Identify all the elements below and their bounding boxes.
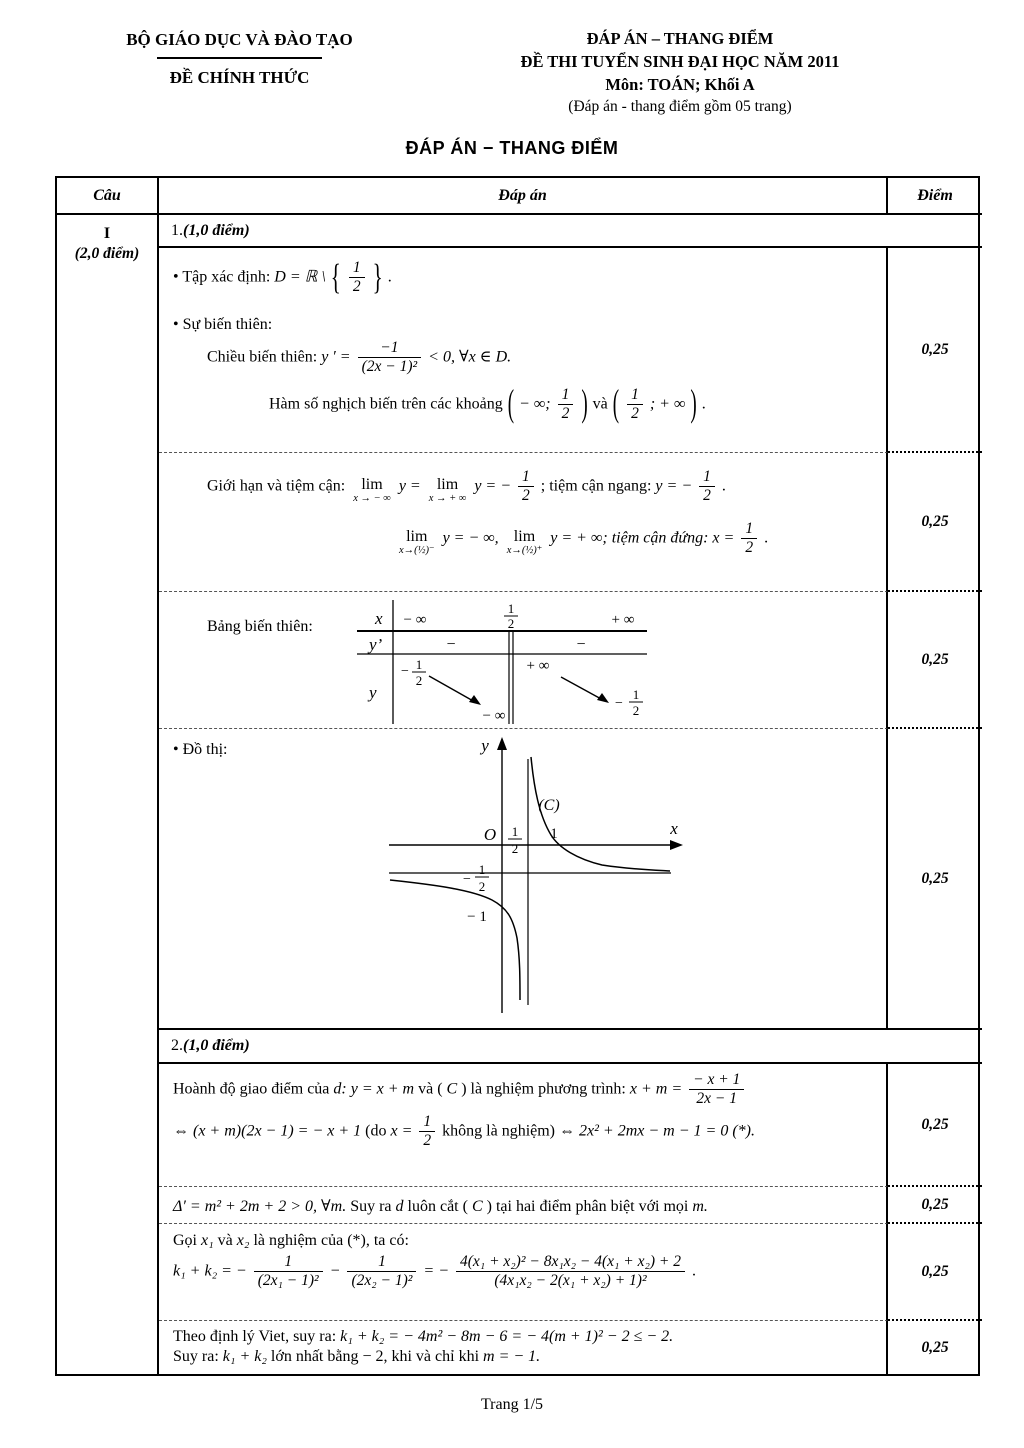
text-run: . xyxy=(764,529,769,547)
fraction-k1: $\frac{1}{\text{(2x₁ − 1)²}}$ xyxy=(254,1254,323,1290)
formula-run: C xyxy=(446,1080,458,1098)
header-right-block xyxy=(470,28,890,118)
formula-run: C xyxy=(471,1198,483,1215)
bbt-row-yprime: y’ xyxy=(368,635,382,654)
variation-table-label: Bảng biến thiên: xyxy=(207,618,313,635)
bullet-icon: • xyxy=(173,741,179,758)
limits-line2 xyxy=(395,521,878,557)
bbt-half-num: 1 xyxy=(507,601,515,616)
text-run: là nghiệm của (*), ta có: xyxy=(253,1232,409,1249)
bbt-sign-minus-left: − xyxy=(446,636,456,653)
paren-left: ( xyxy=(612,383,620,426)
fraction-one-half: $\frac{1}{2}$ xyxy=(741,521,757,557)
answer-row-discriminant xyxy=(159,1187,888,1224)
part2-subheader xyxy=(159,1030,982,1064)
answer-row-viet xyxy=(159,1321,888,1374)
score-cell: 0,25 xyxy=(888,248,982,453)
ministry-name: BỘ GIÁO DỤC VÀ ĐÀO TẠO xyxy=(126,30,353,49)
limit-x-to-half-plus: lim x→(½)⁺ xyxy=(506,528,543,557)
graph-neg-sign: − xyxy=(463,872,471,887)
text-run: ) tại hai điểm phân biệt với mọi xyxy=(486,1198,693,1215)
formula-run: m. xyxy=(692,1198,708,1215)
page-number: Trang 1/5 xyxy=(480,1396,544,1413)
bbt-frac-num2: 1 xyxy=(632,687,640,702)
formula-run: x₁ xyxy=(201,1232,214,1249)
graph-origin-label: O xyxy=(483,825,497,844)
fraction-one-half: $\frac{1}{2}$ xyxy=(699,469,715,505)
text-run: và ( xyxy=(418,1080,443,1098)
formula-run: < 0, ∀x ∈ D. xyxy=(428,347,512,365)
score-cell: 0,25 xyxy=(888,1064,982,1187)
bbt-sign-minus-right: − xyxy=(576,636,586,653)
limits-line1 xyxy=(207,469,878,505)
text-run: luôn cắt ( xyxy=(407,1198,468,1215)
formula-run: y ′ = xyxy=(321,347,355,365)
header-divider-line xyxy=(157,57,322,59)
formula-run: x₂ xyxy=(236,1232,250,1249)
text-run: và xyxy=(592,395,612,413)
bbt-frac-num: 1 xyxy=(415,657,423,672)
fraction-combined: $\frac{\text{4(x₁ + x₂)² − 8x₁x₂ − 4(x₁ + x₂) + 2}}{\text{(4x₁x₂ − 2(x₁ + x₂) + 1)²}}$ xyxy=(456,1254,685,1290)
slopes-line1 xyxy=(173,1232,878,1250)
text-run: Gọi xyxy=(173,1232,201,1249)
formula-run: k₁ + k₂ = − xyxy=(173,1262,251,1280)
formula-run: x = xyxy=(390,1121,417,1139)
viet-line1 xyxy=(173,1328,878,1346)
limit-x-to-neg-inf: lim x → − ∞ xyxy=(353,476,391,505)
formula-run: y = + ∞; tiệm cận đứng: xyxy=(550,529,713,547)
bbt-half-den: 2 xyxy=(507,616,515,631)
formula-run: x + m = xyxy=(629,1080,687,1098)
text-run: ; tiệm cận ngang: xyxy=(540,477,656,495)
header-left-block xyxy=(92,30,387,88)
question-cell xyxy=(57,215,159,1374)
graph-y-axis-label: y xyxy=(481,736,489,755)
fraction-one-half: $\frac{1}{2}$ xyxy=(419,1114,435,1150)
column-header-cau: Câu xyxy=(57,178,159,215)
formula-run: k₁ + k₂ = − 4m² − 8m − 6 = − 4(m + 1)² − 2 ≤ − 2. xyxy=(340,1328,674,1345)
graph-neghalf-den: 2 xyxy=(478,879,486,894)
answer-row-intersection xyxy=(159,1064,888,1187)
answer-row-limits xyxy=(159,453,888,592)
text-run: Hoành độ giao điểm của xyxy=(173,1080,334,1098)
formula-run: m = − 1. xyxy=(483,1348,541,1365)
bbt-neg-sign2: − xyxy=(614,696,623,711)
text-run: Sự biến thiên: xyxy=(182,315,273,333)
formula-run: = − xyxy=(423,1262,454,1280)
formula-run: D = ℝ \ xyxy=(274,268,326,286)
answer-row-slopes xyxy=(159,1224,888,1321)
formula-run: k₁ + k₂ xyxy=(222,1348,267,1365)
part1-points: (1,0 điểm) xyxy=(183,221,250,239)
brace-right: } xyxy=(372,256,383,298)
graph-one-label: 1 xyxy=(550,826,558,842)
formula-run: y = − xyxy=(655,477,697,495)
exam-type: ĐỀ CHÍNH THỨC xyxy=(169,68,310,87)
question-id: I xyxy=(103,225,111,242)
graph-label-line xyxy=(173,741,228,759)
function-graph-figure xyxy=(387,733,687,1021)
text-run: Theo định lý Viet, suy ra: xyxy=(173,1328,341,1345)
column-header-dapan: Đáp án xyxy=(159,178,888,215)
answer-row-variation-table xyxy=(159,592,888,729)
text-run: Suy ra xyxy=(350,1198,396,1215)
slopes-line2 xyxy=(173,1254,878,1290)
part2-points: (1,0 điểm) xyxy=(183,1037,250,1054)
graph-curve-label: (C) xyxy=(538,797,560,814)
text-run: Giới hạn và tiệm cận: xyxy=(207,477,350,495)
text-run: . xyxy=(387,268,392,286)
bullet-icon: • xyxy=(173,268,179,286)
graph-half-den: 2 xyxy=(511,841,519,856)
domain-line xyxy=(173,256,878,298)
doc-title-line1: ĐÁP ÁN – THANG ĐIỂM xyxy=(586,29,774,48)
fraction-one-half: $\frac{1}{2}$ xyxy=(627,387,643,423)
column-header-diem: Điểm xyxy=(888,178,982,215)
text-run: . xyxy=(691,1262,696,1280)
variation-table-figure xyxy=(357,598,657,726)
bullet-icon: • xyxy=(173,315,179,333)
score-cell: 0,25 xyxy=(888,592,982,729)
text-run: Hàm số nghịch biến trên các khoảng xyxy=(269,395,507,413)
question-points: (2,0 điểm) xyxy=(74,245,140,262)
bbt-x-neg-inf: − ∞ xyxy=(403,612,427,628)
formula-run: ; + ∞ xyxy=(649,395,686,413)
score-cell: 0,25 xyxy=(921,1338,949,1356)
discriminant-line xyxy=(173,1196,878,1216)
answer-row-graph xyxy=(159,729,888,1030)
derivative-line xyxy=(207,340,878,376)
intersection-line2 xyxy=(173,1114,878,1150)
bbt-row-y: y xyxy=(368,683,377,702)
formula-run: − ∞; xyxy=(519,395,555,413)
variation-line xyxy=(173,316,878,334)
text-run: Tập xác định: xyxy=(182,268,275,286)
paren-left: ( xyxy=(507,383,515,426)
formula-run: d xyxy=(395,1198,404,1215)
intersection-line1 xyxy=(173,1072,878,1108)
text-run: (do xyxy=(365,1121,391,1139)
part1-subheader xyxy=(159,215,982,248)
graph-x-axis-label: x xyxy=(670,819,678,838)
doc-title-line4: (Đáp án - thang điểm gồm 05 trang) xyxy=(568,98,792,116)
graph-half-num: 1 xyxy=(511,824,519,839)
text-run: . xyxy=(701,395,706,413)
fraction-one-half: $\frac{1}{2}$ xyxy=(518,469,534,505)
text-run: Đồ thị: xyxy=(182,741,228,758)
bbt-y-neg-inf: − ∞ xyxy=(482,708,506,724)
formula-run: ⇔ (x + m)(2x − 1) = − x + 1 xyxy=(173,1121,366,1139)
formula-run: − xyxy=(329,1262,345,1280)
formula-run: y = xyxy=(398,477,425,495)
formula-run: d: y = x + m xyxy=(333,1080,415,1098)
score-cell: 0,25 xyxy=(888,1224,982,1321)
bbt-x-pos-inf: + ∞ xyxy=(611,612,635,628)
bbt-neg-sign: − xyxy=(400,664,409,679)
section-title: ĐÁP ÁN − THANG ĐIỂM xyxy=(405,138,619,158)
graph-neg-one-label: − 1 xyxy=(467,909,487,925)
text-run: Chiều biến thiên: xyxy=(207,347,322,365)
formula-run: Δ′ = m² + 2m + 2 > 0, ∀m. xyxy=(173,1198,347,1215)
text-run: . xyxy=(721,477,726,495)
score-cell: 0,25 xyxy=(888,729,982,1030)
fraction-one-half: $\frac{1}{2}$ xyxy=(349,260,365,296)
text-run: ) là nghiệm phương trình: xyxy=(461,1080,630,1098)
formula-run: ⇔ 2x² + 2mx − m − 1 = 0 (*). xyxy=(559,1121,755,1139)
viet-line2 xyxy=(173,1348,878,1366)
bbt-y-pos-inf: + ∞ xyxy=(526,658,550,674)
bbt-row-x: x xyxy=(374,609,383,628)
bbt-frac-den2: 2 xyxy=(632,703,640,718)
answer-row-domain-variation xyxy=(159,248,888,453)
text-run: và xyxy=(217,1232,237,1249)
limit-x-to-half-minus: lim x→(½)⁻ xyxy=(399,528,435,557)
limit-x-to-pos-inf: lim x → + ∞ xyxy=(428,476,467,505)
graph-neghalf-num: 1 xyxy=(478,862,486,877)
paren-right: ) xyxy=(581,383,588,426)
fraction-one-half: $\frac{1}{2}$ xyxy=(558,387,574,423)
brace-left: { xyxy=(330,256,341,298)
doc-title-line3: Môn: TOÁN; Khối A xyxy=(605,74,755,94)
formula-run: x = xyxy=(712,529,739,547)
text-run: không là nghiệm) xyxy=(442,1121,560,1139)
doc-title-line2: ĐỀ THI TUYỂN SINH ĐẠI HỌC NĂM 2011 xyxy=(520,51,840,71)
score-cell: 0,25 xyxy=(888,453,982,592)
part1-number: 1. xyxy=(171,221,183,239)
formula-run: y = − ∞, xyxy=(442,529,499,547)
fraction-k2: $\frac{1}{\text{(2x₂ − 1)²}}$ xyxy=(347,1254,416,1290)
text-run: lớn nhất bằng − 2, khi và chỉ khi xyxy=(270,1348,484,1365)
text-run: Suy ra: xyxy=(173,1348,223,1365)
bbt-frac-den: 2 xyxy=(415,673,423,688)
paren-right: ) xyxy=(690,383,697,426)
part2-number: 2. xyxy=(171,1037,183,1054)
fraction-rhs: $\frac{- x + 1}{2x - 1}$ xyxy=(689,1072,744,1108)
fraction-derivative: $\frac{-1}{\text{(2x − 1)²}}$ xyxy=(358,340,422,376)
formula-run: y = − xyxy=(474,477,516,495)
score-cell: 0,25 xyxy=(888,1187,982,1224)
decreasing-line xyxy=(269,383,878,426)
answer-table xyxy=(55,176,980,1376)
